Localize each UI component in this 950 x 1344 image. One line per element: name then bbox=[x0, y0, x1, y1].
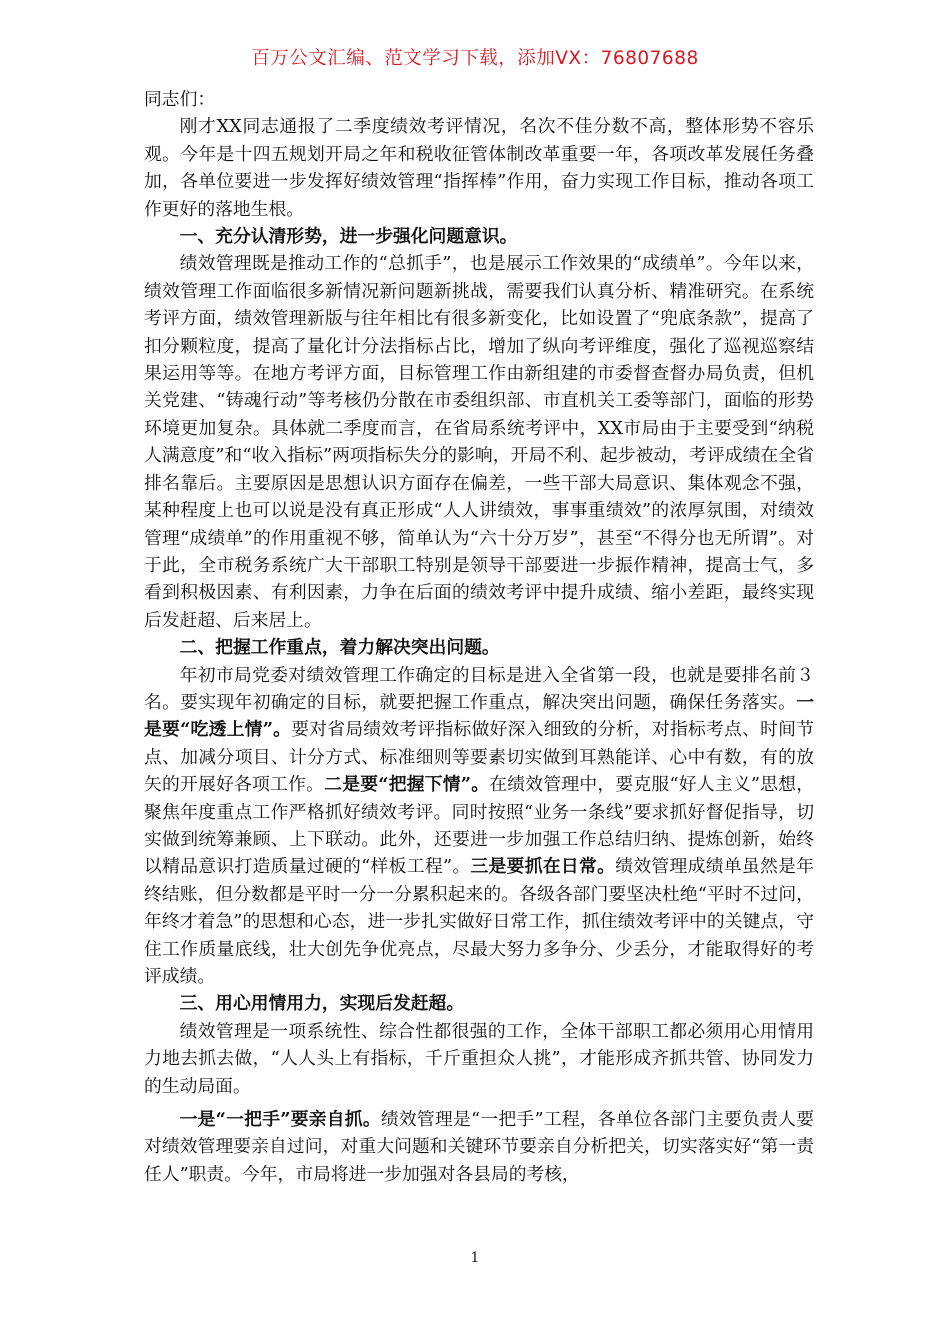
section-heading-2: 二、把握工作重点，着力解决突出问题。 bbox=[179, 637, 500, 659]
bold-run: 三是要抓在日常。 bbox=[470, 856, 616, 878]
page-number: 1 bbox=[470, 1250, 480, 1266]
section-1-paragraph: 绩效管理既是推动工作的“总抓手”，也是展示工作效果的“成绩单”。今年以来，绩效管理工作面临很多新情况新问题新挑战，需要我们认真分析、精准研究。在系统考评方面，绩效管理新版与往年相比有很多新变化，比如设置了“兜底条款”，提高了扣分颗粒度，提高了量化计分法指标占比，增加了纵向考评维度，强化了巡视巡察结果运用等等。在地方考评方面，目标管理工作由新组建的市委督查督办局负责，但机关党建、“铸魂行动”等考核仍分散在市委组织部、市直机关工委等部门，面临的形势环境更加复杂。具体就二季度而言，在省局系统考评中，XX市局由于主要受到“纳税人满意度”和“收入指标”两项指标失分的影响，开局不利、起步被动，考评成绩在全省排名靠后。主要原因是思想认识方面存在偏差，一些干部大局意识、集体观念不强，某种程度上也可以说是没有真正形成“人人讲绩效，事事重绩效”的浓厚氛围，对绩效管理“成绩单”的作用重视不够，简单认为“六十分万岁”，甚至“不得分也无所谓”。对于此，全市税务系统广大干部职工特别是领导干部要进一步振作精神，提高士气，多看到积极因素、有利因素，力争在后面的绩效考评中提升成绩、缩小差距，最终实现后发赶超、后来居上。 bbox=[144, 253, 814, 631]
section-2-paragraph bbox=[144, 662, 814, 991]
text-run: 绩效管理是“一把手”工程，各单位各部门主要负责人要对绩效管理要亲自过问，对重大问题和关键环节要亲自分析把关，切实落实好“第一责任人”职责。今年，市局将进一步加强对各县局的考核， bbox=[144, 1109, 814, 1185]
intro-paragraph: 刚才XX同志通报了二季度绩效考评情况，名次不佳分数不高，整体形势不容乐观。今年是十四五规划开局之年和税收征管体制改革重要一年，各项改革发展任务叠加，各单位要进一步发挥好绩效管理“指挥棒”作用，奋力实现工作目标，推动各项工作更好的落地生根。 bbox=[144, 116, 814, 220]
text-run: 在绩效管理中，要克服“好人主义”思想，聚焦年度重点工作严格抓好绩效考评。同时按照“业务一条线”要求抓好督促指导，切实做到统筹兼顾、上下联动。此外，还要进一步加强工作总结归纳、提炼创新，始终以精品意识打造质量过硬的“样板工程”。 bbox=[144, 774, 814, 878]
section-heading-1: 一、充分认清形势，进一步强化问题意识。 bbox=[179, 226, 518, 248]
bold-run: 一是“一把手”要亲自抓。 bbox=[179, 1109, 381, 1131]
document-body bbox=[144, 86, 814, 1188]
salutation: 同志们： bbox=[144, 89, 216, 110]
watermark-banner: 百万公文汇编、范文学习下载，添加VX：76807688 bbox=[251, 48, 699, 69]
text-run: 要对省局绩效考评指标做好深入细致的分析，对指标考点、时间节点、加减分项目、计分方式、标准细则等要素切实做到耳熟能详、心中有数，有的放矢的开展好各项工作。 bbox=[144, 719, 814, 796]
section-3-paragraph: 绩效管理是一项系统性、综合性都很强的工作，全体干部职工都必须用心用情用力地去抓去做，“人人头上有指标，千斤重担众人挑”，才能形成齐抓共管、协同发力的生动局面。 bbox=[144, 1020, 814, 1097]
bold-run: 二是要“把握下情”。 bbox=[324, 774, 490, 796]
text-run: 绩效管理成绩单虽然是年终结账，但分数都是平时一分一分累积起来的。各级各部门要坚决杜绝“平时不过问，年终才着急”的思想和心态，进一步扎实做好日常工作，抓住绩效考评中的关键点，守住工作质量底线，壮大创先争优亮点，尽最大努力多争分、少丢分，才能取得好的考评成绩。 bbox=[144, 856, 814, 987]
text-run: 年初市局党委对绩效管理工作确定的目标是进入全省第一段，也就是要排名前３名。要实现年初确定的目标，就要把握工作重点，解决突出问题，确保任务落实。 bbox=[144, 664, 814, 713]
section-3-point-1-paragraph bbox=[144, 1106, 814, 1188]
bold-run: 一是要“吃透上情”。 bbox=[144, 691, 814, 741]
section-heading-3: 三、用心用情用力，实现后发赶超。 bbox=[179, 993, 465, 1015]
